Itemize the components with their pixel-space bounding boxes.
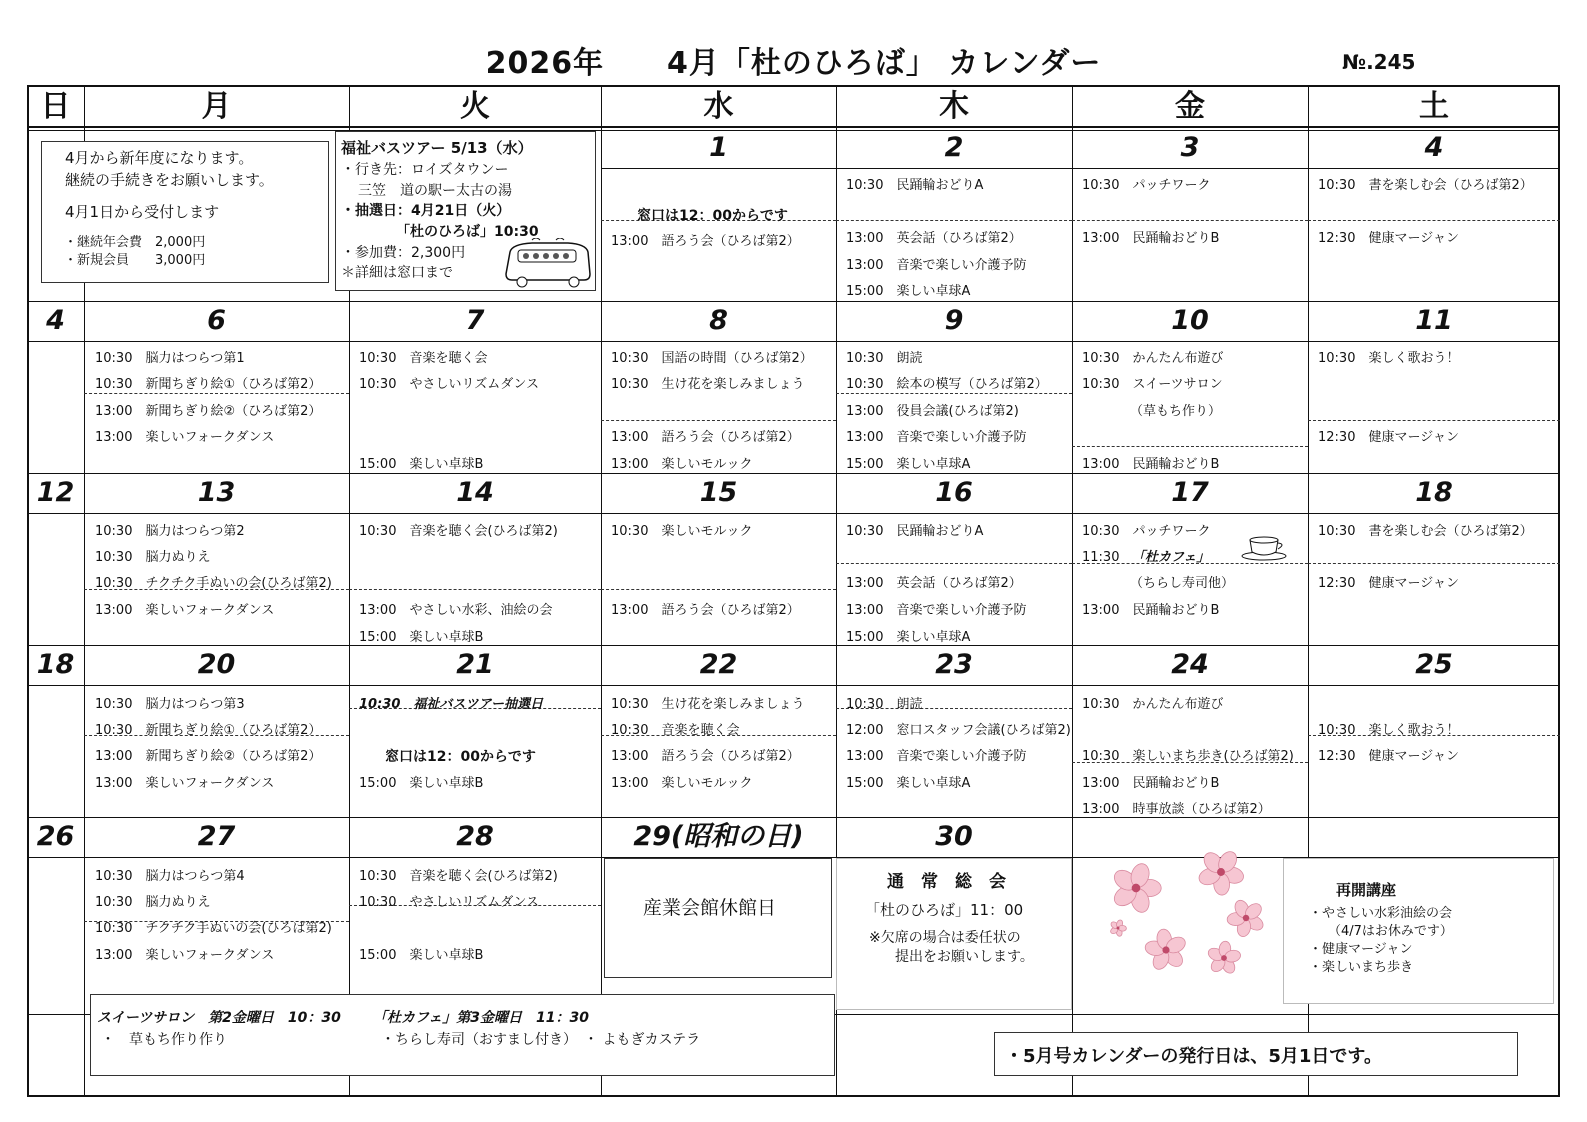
date-divider xyxy=(27,513,1560,514)
event-item: 10:30 国語の時間（ひろば第2） xyxy=(611,351,813,366)
time-separator xyxy=(1308,420,1560,421)
date-divider xyxy=(601,168,1560,169)
date-number: 23 xyxy=(935,649,973,680)
blossom-flower xyxy=(1197,850,1246,895)
date-divider xyxy=(27,341,1560,342)
date-number: 10 xyxy=(1171,305,1209,336)
event-item: 10:30 脳力はつらつ第1 xyxy=(95,351,245,366)
cafe-items: ・ちらし寿司（おすまし付き） ・ よもぎカステラ xyxy=(381,1032,701,1048)
row-divider xyxy=(27,301,1560,302)
event-item: 15:00 楽しい卓球B xyxy=(359,776,484,791)
event-item: 13:00 新聞ちぎり絵②（ひろば第2） xyxy=(95,404,322,419)
event-item: 15:00 楽しい卓球A xyxy=(846,284,971,299)
date-number: 9 xyxy=(944,305,964,336)
date-number: 27 xyxy=(197,821,236,852)
event-item: 10:30 音楽を聴く会(ひろば第2) xyxy=(359,869,558,884)
coffee-cup-icon xyxy=(1240,534,1290,562)
header-divider xyxy=(27,126,1560,128)
date-number: 3 xyxy=(1180,132,1200,163)
issue-number: №.245 xyxy=(1342,50,1416,74)
notice-line-2: 継続の手続きをお願いします。 xyxy=(65,171,274,189)
event-item: 10:30 パッチワーク xyxy=(1082,178,1211,193)
date-number: 4 xyxy=(46,305,65,336)
event-item: 10:30 生け花を楽しみましょう xyxy=(611,377,805,392)
date-number: 11 xyxy=(1415,305,1453,336)
date-number: 13 xyxy=(197,477,236,508)
event-item: 13:00 音楽で楽しい介護予防 xyxy=(846,430,1027,445)
date-number: 2 xyxy=(944,132,964,163)
blossom-flower xyxy=(1227,898,1266,938)
event-item: 13:00 民踊輪おどりB xyxy=(1082,231,1220,246)
reopen-box xyxy=(1283,858,1554,1004)
event-item: 15:00 楽しい卓球A xyxy=(846,630,971,645)
notice-box xyxy=(41,141,329,283)
event-item: 15:00 楽しい卓球A xyxy=(846,776,971,791)
bus-icon xyxy=(502,238,594,290)
title-text: 4月「杜のひろば」 カレンダー xyxy=(667,46,1102,81)
event-item: 10:30 脳力ぬりえ xyxy=(95,550,211,565)
event-item: 10:30 チクチク手ぬいの会(ひろば第2) xyxy=(95,576,332,591)
time-separator xyxy=(836,393,1072,394)
date-divider xyxy=(27,685,1560,686)
general-meeting-note-2: 提出をお願いします。 xyxy=(895,949,1034,965)
event-item: 13:00 民踊輪おどりB xyxy=(1082,457,1220,472)
event-item: 10:30 やさしいリズムダンス xyxy=(359,895,539,910)
event-item: 10:30 チクチク手ぬいの会(ひろば第2) xyxy=(95,921,332,936)
date-number: 22 xyxy=(699,649,738,680)
cherry-blossom-illustration xyxy=(1096,850,1276,990)
next-issue-text: ・5月号カレンダーの発行日は、5月1日です。 xyxy=(1005,1046,1382,1067)
event-item: 10:30 新聞ちぎり絵①（ひろば第2） xyxy=(95,377,322,392)
event-item: 10:30 楽しく歌おう！ xyxy=(1318,723,1460,738)
blossom-flower xyxy=(1144,928,1188,972)
event-item: 10:30 脳力はつらつ第3 xyxy=(95,697,245,712)
event-item: 10:30 民踊輪おどりA xyxy=(846,178,984,193)
event-item: （ちらし寿司他） xyxy=(1130,576,1235,591)
event-item: 10:30 脳力ぬりえ xyxy=(95,895,211,910)
time-separator xyxy=(84,393,349,394)
event-item: 10:30 楽しいモルック xyxy=(611,524,753,539)
date-number: 8 xyxy=(709,305,728,336)
event-item: 13:00 時事放談（ひろば第2） xyxy=(1082,802,1271,817)
sweets-cafe-box xyxy=(90,994,835,1076)
date-number: 28 xyxy=(456,821,494,852)
event-item: 13:00 新聞ちぎり絵②（ひろば第2） xyxy=(95,749,322,764)
notice-line-3: 4月1日から受付します xyxy=(65,203,220,221)
weekday-6: 土 xyxy=(1419,89,1449,124)
event-item: 10:30 脳力はつらつ第4 xyxy=(95,869,245,884)
time-separator xyxy=(836,220,1072,221)
event-item: 13:00 楽しいモルック xyxy=(611,776,753,791)
column-divider xyxy=(1072,85,1073,1097)
general-meeting-box xyxy=(836,858,1072,1010)
event-item: 13:00 民踊輪おどりB xyxy=(1082,603,1220,618)
date-number: 21 xyxy=(456,649,494,680)
time-separator xyxy=(601,420,836,421)
event-item: 15:00 楽しい卓球A xyxy=(846,457,971,472)
blossom-flower xyxy=(1206,941,1241,976)
event-item: 15:00 楽しい卓球B xyxy=(359,457,484,472)
date-number: 20 xyxy=(197,649,236,680)
event-item: 12:30 健康マージャン xyxy=(1318,749,1459,764)
next-issue-box xyxy=(994,1032,1518,1076)
event-item: 13:00 楽しいフォークダンス xyxy=(95,603,275,618)
date-number: 16 xyxy=(935,477,973,508)
event-item: 10:30 書を楽しむ会（ひろば第2） xyxy=(1318,524,1533,539)
weekday-2: 火 xyxy=(460,89,490,124)
date-number: 30 xyxy=(935,821,973,852)
date-number: 26 xyxy=(36,821,75,852)
general-meeting-note-1: ※欠席の場合は委任状の xyxy=(869,930,1021,946)
date-number: 18 xyxy=(1415,477,1453,508)
event-item: 10:30 かんたん布遊び xyxy=(1082,351,1224,366)
event-item: 「杜カフェ」 xyxy=(1132,550,1210,565)
closed-day-box xyxy=(604,858,832,978)
event-item: 窓口は12：00からです xyxy=(637,208,788,224)
event-item: 10:30 脳力はつらつ第2 xyxy=(95,524,245,539)
time-separator xyxy=(1072,446,1308,447)
event-item: 13:00 楽しいモルック xyxy=(611,457,753,472)
reopen-item-2: ・健康マージャン xyxy=(1309,942,1413,957)
event-item: 13:00 やさしい水彩、油絵の会 xyxy=(359,603,553,618)
event-item: 13:00 語ろう会（ひろば第2） xyxy=(611,234,800,249)
notice-line-1: 4月から新年度になります。 xyxy=(65,149,254,167)
date-number: 6 xyxy=(207,305,226,336)
blossom-flower xyxy=(1111,861,1162,914)
event-item: 10:30 音楽を聴く会 xyxy=(611,723,740,738)
event-item: 10:30 朗読 xyxy=(846,351,923,366)
date-number: 15 xyxy=(699,477,738,508)
event-item: 13:00 語ろう会（ひろば第2） xyxy=(611,749,800,764)
event-item: 13:00 音楽で楽しい介護予防 xyxy=(846,603,1027,618)
event-item: 10:30 生け花を楽しみましょう xyxy=(611,697,805,712)
title-year: 2026年 xyxy=(485,46,605,81)
general-meeting-title: 通 常 総 会 xyxy=(887,872,1006,892)
time-separator xyxy=(349,589,601,590)
weekday-1: 月 xyxy=(201,89,232,124)
event-item: 10:30 スイーツサロン xyxy=(1082,377,1223,392)
reopen-title: 再開講座 xyxy=(1336,881,1397,899)
event-item: 12:00 窓口スタッフ会議(ひろば第2) xyxy=(846,723,1071,738)
event-item: 窓口は12：00からです xyxy=(385,749,536,765)
date-number: 17 xyxy=(1171,477,1209,508)
event-item: 13:00 語ろう会（ひろば第2） xyxy=(611,603,800,618)
event-item: 10:30 福祉バスツアー抽選日 xyxy=(359,697,543,712)
event-item: 13:00 民踊輪おどりB xyxy=(1082,776,1220,791)
event-item: 10:30 楽しいまち歩き(ひろば第2) xyxy=(1082,749,1294,764)
time-separator xyxy=(836,563,1072,564)
sweets-salon-item: ・ 草もち作り作り xyxy=(101,1032,227,1048)
row-divider xyxy=(27,817,1560,818)
bus-tour-lottery-2: 「杜のひろば」10:30 xyxy=(396,224,539,240)
date-number: 29(昭和の日) xyxy=(633,821,804,852)
event-item: 10:30 絵本の模写（ひろば第2） xyxy=(846,377,1048,392)
closed-day-text: 産業会館休館日 xyxy=(643,897,777,919)
event-item: 13:00 語ろう会（ひろば第2） xyxy=(611,430,800,445)
weekday-3: 水 xyxy=(703,89,734,124)
event-item: 10:30 パッチワーク xyxy=(1082,524,1211,539)
event-item: 10:30 やさしいリズムダンス xyxy=(359,377,539,392)
cafe-schedule: 「杜カフェ」第3金曜日 11：30 xyxy=(373,1010,590,1026)
event-item: 10:30 音楽を聴く会(ひろば第2) xyxy=(359,524,558,539)
bus-tour-box xyxy=(335,131,596,291)
event-item: 10:30 朗読 xyxy=(846,697,923,712)
event-item: 11:30 xyxy=(1082,550,1120,565)
date-number: 18 xyxy=(36,649,75,680)
event-item: 13:00 役員会議(ひろば第2) xyxy=(846,404,1019,419)
date-number: 24 xyxy=(1171,649,1209,680)
bus-tour-lottery-1: ・抽選日：4月21日（火） xyxy=(341,203,511,219)
event-item: 10:30 新聞ちぎり絵①（ひろば第2） xyxy=(95,723,322,738)
event-item: 12:30 健康マージャン xyxy=(1318,430,1459,445)
time-separator xyxy=(1308,563,1560,564)
time-separator xyxy=(1072,220,1308,221)
time-separator xyxy=(1308,220,1560,221)
event-item: 13:00 英会話（ひろば第2） xyxy=(846,576,1022,591)
row-divider xyxy=(27,645,1560,646)
general-meeting-place: 「杜のひろば」11：00 xyxy=(865,901,1024,919)
event-item: 10:30 民踊輪おどりA xyxy=(846,524,984,539)
event-item: 10:30 かんたん布遊び xyxy=(1082,697,1224,712)
row-divider xyxy=(27,473,1560,474)
event-item: 15:00 楽しい卓球B xyxy=(359,630,484,645)
event-item: 13:00 楽しいフォークダンス xyxy=(95,776,275,791)
event-item: 12:30 健康マージャン xyxy=(1318,576,1459,591)
event-item: 12:30 健康マージャン xyxy=(1318,231,1459,246)
sweets-salon-schedule: スイーツサロン 第2金曜日 10：30 xyxy=(97,1010,341,1026)
event-item: （草もち作り） xyxy=(1130,404,1222,419)
bus-tour-fee: ・参加費：2,300円 xyxy=(341,245,466,261)
reopen-item-3: ・楽しいまち歩き xyxy=(1309,960,1414,975)
weekday-0: 日 xyxy=(40,89,71,124)
notice-fee-1: ・継続年会費 2,000円 xyxy=(64,235,206,250)
bus-tour-dest-2: 三笠 道の駅ー太古の湯 xyxy=(358,183,512,199)
column-divider xyxy=(601,85,602,1097)
date-number: 1 xyxy=(709,132,728,163)
time-separator xyxy=(601,589,836,590)
date-number: 14 xyxy=(456,477,494,508)
event-item: 13:00 楽しいフォークダンス xyxy=(95,430,275,445)
event-item: 13:00 楽しいフォークダンス xyxy=(95,948,275,963)
weekday-5: 金 xyxy=(1175,89,1205,124)
bus-tour-detail: ＊詳細は窓口まで xyxy=(341,265,453,281)
bus-tour-title: 福祉バスツアー 5/13（水） xyxy=(341,139,533,157)
bus-tour-dest-1: ・行き先：ロイズタウンー xyxy=(341,162,509,178)
event-item: 15:00 楽しい卓球B xyxy=(359,948,484,963)
date-number: 7 xyxy=(465,305,485,336)
event-item: 13:00 音楽で楽しい介護予防 xyxy=(846,258,1027,273)
date-number: 25 xyxy=(1415,649,1453,680)
reopen-item-1: ・やさしい水彩油絵の会 xyxy=(1309,906,1453,921)
blossom-flower xyxy=(1109,919,1126,937)
event-item: 13:00 英会話（ひろば第2） xyxy=(846,231,1022,246)
notice-fee-2: ・新規会員 3,000円 xyxy=(64,253,206,268)
event-item: 10:30 書を楽しむ会（ひろば第2） xyxy=(1318,178,1533,193)
event-item: 10:30 楽しく歌おう！ xyxy=(1318,351,1460,366)
date-number: 4 xyxy=(1424,132,1444,163)
event-item: 10:30 音楽を聴く会 xyxy=(359,351,488,366)
date-number: 12 xyxy=(36,477,75,508)
event-item: 13:00 音楽で楽しい介護予防 xyxy=(846,749,1027,764)
reopen-item-1b: （4/7はお休みです） xyxy=(1328,924,1453,939)
weekday-4: 木 xyxy=(939,89,969,124)
